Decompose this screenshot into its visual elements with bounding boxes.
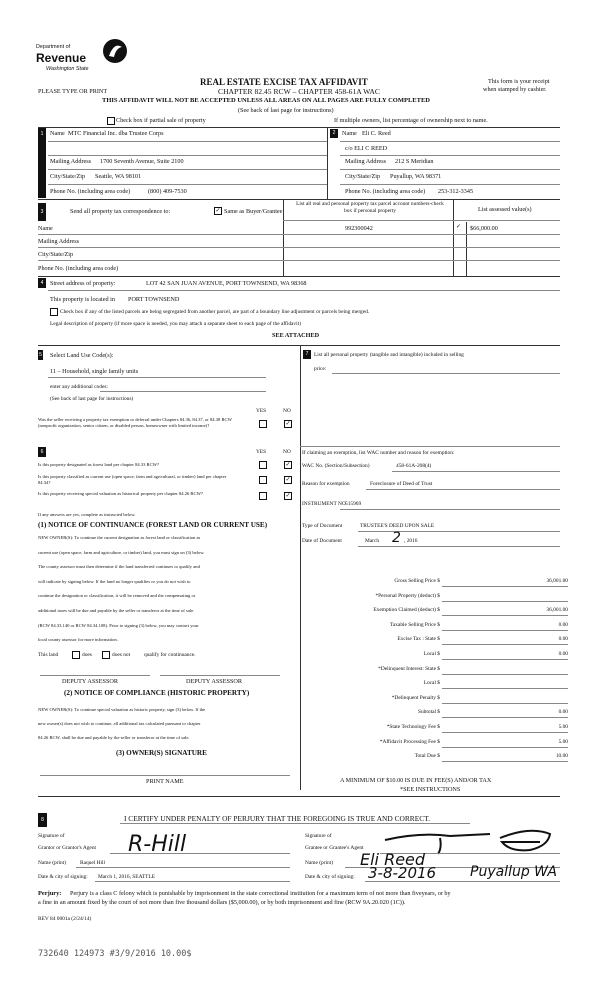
tax-row-label: Gross Selling Price $ — [394, 578, 440, 584]
owner-signature-title: (3) OWNER(S) SIGNATURE — [116, 749, 207, 757]
tax-row-line — [442, 732, 568, 733]
warning: THIS AFFIDAVIT WILL NOT BE ACCEPTED UNLESS ALL AREAS ON ALL PAGES ARE FULLY COMPLETED — [102, 97, 430, 104]
tax-row-label: Subtotal $ — [417, 709, 440, 716]
grantor-addr: 1700 Seventh Avenue, Suite 2100 — [100, 158, 184, 165]
see-attached: SEE ATTACHED — [272, 332, 320, 339]
forest-question: Is this property designated as forest land per chapter 84.33 RCW? — [38, 462, 160, 467]
compliance-line: NEW OWNER(S): To continue special valuation as historic property, sign (3) below. If the — [38, 707, 206, 712]
exemption-no-checkbox[interactable]: ✓ — [285, 421, 291, 427]
partial-sale-checkbox[interactable] — [107, 117, 115, 125]
grantor-signature: R-Hill — [128, 832, 187, 857]
does-label: does — [82, 652, 92, 658]
qualify-label: qualify for continuance. — [144, 652, 196, 658]
see-instructions: *SEE INSTRUCTIONS — [400, 786, 461, 793]
grantor-name-label: Name — [50, 130, 65, 137]
same-as-grantee-label: Same as Buyer/Grantee — [224, 208, 283, 215]
compliance-line: new owner(s) does not wish to continue, all additional tax calculated pursuant to chapter — [38, 721, 201, 726]
tax-row-line — [442, 586, 568, 587]
deputy-assessor-1: DEPUTY ASSESSOR — [62, 678, 118, 685]
sec6-no: NO — [283, 449, 291, 455]
instrument-label: INSTRUMENT NO — [302, 501, 346, 507]
does-not-label: does not — [112, 652, 131, 658]
partial-sale-label: Check box if partial sale of property — [116, 117, 206, 124]
doc-date-label: Date of Document — [302, 538, 342, 544]
grantor-sig-label-2: Grantor or Grantor's Agent — [38, 845, 97, 851]
logo-line2: Revenue — [36, 51, 87, 65]
current-use-no-checkbox[interactable]: ✓ — [285, 477, 291, 483]
tax-row-value: 36,001.00 — [546, 607, 568, 614]
grantee-date: 3-8-2016 — [368, 864, 437, 882]
deputy-assessor-2: DEPUTY ASSESSOR — [186, 678, 242, 685]
doc-type-label: Type of Document — [302, 523, 343, 529]
grantee-city: Puyallup, WA 98371 — [390, 173, 442, 180]
parcel-number: 992300042 — [345, 225, 373, 232]
grantor-phone-label: Phone No. (including area code) — [50, 188, 131, 195]
exemption-question: Was the seller receiving a property tax exemption or deferral under Chapters 84.36, 84.37, or 84.38 RCW (nonprofit organization, senior citizen, or disabled person, homeowner with limited income)? — [38, 417, 232, 428]
section-3-badge: 3 — [38, 203, 46, 221]
grantor-sig-label-1: Signature of — [38, 833, 65, 839]
segregated-parcel-checkbox[interactable] — [50, 308, 58, 316]
compliance-line: 84.26 RCW, shall be due and payable by the seller or transferor at the time of sale. — [38, 735, 190, 740]
form-subtitle: CHAPTER 82.45 RCW – CHAPTER 458-61A WAC — [218, 87, 380, 96]
tax-row-label: Total Due $ — [414, 753, 440, 760]
personal-property-check: ✓ — [456, 223, 462, 230]
street-label: Street address of property: — [50, 280, 116, 287]
revenue-emblem-icon — [102, 38, 128, 64]
tax-row-label: Excise Tax : State $ — [397, 636, 440, 643]
grantee-name-label: Name — [342, 130, 357, 137]
reason-value: Foreclosure of Deed of Trust — [370, 481, 433, 487]
tax-row-label: Local $ — [423, 680, 440, 687]
tax-row-label: Exemption Claimed (deduct) $ — [373, 607, 440, 614]
tax-row-value: 36,001.00 — [546, 578, 568, 584]
grantee-city-label: City/State/Zip — [345, 173, 381, 180]
doc-type: TRUSTEE'S DEED UPON SALE — [360, 523, 435, 529]
continuance-line: additional taxes will be due and payable by the seller or transferor at the time of sale. — [38, 608, 195, 613]
sec3-addr-label: Mailing Address — [38, 238, 80, 245]
land-does-checkbox[interactable] — [72, 651, 80, 659]
grantee-addr-label: Mailing Address — [345, 158, 387, 165]
grantor-city-label: City/State/Zip — [50, 173, 86, 180]
price-label: price: — [314, 366, 327, 372]
continuance-title: (1) NOTICE OF CONTINUANCE (FOREST LAND OR CURRENT USE) — [38, 521, 268, 529]
assessed-header: List assessed value(s) — [478, 206, 532, 213]
historic-no-checkbox[interactable]: ✓ — [285, 493, 291, 499]
tax-row-line — [442, 615, 568, 616]
tax-row-label: *Delinquent Interest: State $ — [378, 665, 440, 672]
tax-row-value: 0.00 — [558, 636, 568, 643]
grantor-name-print: Raquel Hill — [80, 860, 106, 866]
tax-row-line — [442, 630, 568, 631]
tax-row-value: 0.00 — [558, 621, 568, 628]
continuance-line: current use (open space, farm and agriculture, or timber) land, you must sign on (3) below. — [38, 549, 205, 555]
tax-row-line — [442, 703, 568, 704]
grantee-name-print: Eli Reed — [360, 850, 426, 869]
tax-row-value: 0.00 — [558, 709, 568, 716]
tax-row-value: 5.00 — [558, 724, 568, 730]
tax-row-line — [442, 717, 568, 718]
located-city: PORT TOWNSEND — [128, 296, 180, 303]
grantor-name-print-label: Name (print) — [38, 860, 66, 866]
historic-yes-checkbox[interactable] — [259, 492, 267, 500]
continuance-line: The county assessor must then determine if the land transferred continues to qualify and — [38, 564, 200, 570]
parcel-header: List all real and personal property tax parcel account numbers-check box if personal property — [296, 201, 444, 214]
grantor-name: MTC Financial Inc. dba Trustee Corps — [68, 130, 164, 137]
doc-date-day: 2 — [392, 530, 401, 546]
current-use-yes-checkbox[interactable] — [259, 476, 267, 484]
grantee-co: c/o ELI C REED — [345, 145, 388, 152]
tax-row-line — [442, 644, 568, 645]
continuance-line: (RCW 84.33.140 or RCW 84.34.108). Prior to signing (3) below, you may contact your — [38, 622, 199, 628]
tax-row-line — [442, 601, 568, 602]
personal-property-label: List all personal property (tangible and intangible) included in selling — [314, 352, 464, 358]
section-5-badge: 5 — [39, 352, 42, 358]
continuance-line: NEW OWNER(S): To continue the current designation as forest land or classification as — [38, 535, 201, 540]
grantee-city: Puyallup WA — [470, 864, 557, 880]
sec3-city-label: City/State/Zip — [38, 251, 74, 258]
doc-date-year: , 2016 — [404, 538, 418, 544]
sec3-name-label: Name — [38, 225, 53, 232]
reason-label: Reason for exemption — [302, 481, 350, 487]
form-number: REV 84 0001a (2/24/14) — [38, 916, 92, 922]
print-name-label: PRINT NAME — [146, 778, 184, 785]
sec5-see-back: (See back of last page for instructions) — [50, 396, 134, 402]
perjury-text-2: a fine in an amount fixed by the court of not more than five thousand dollars ($5,000.00), or by both imprisonment and fine (RCW 9A.20.020 (1C)). — [38, 899, 406, 906]
minimum-note: A MINIMUM OF $10.00 IS DUE IN FEE(S) AND/OR TAX — [340, 777, 492, 784]
tax-row-label: *State Technology Fee $ — [386, 724, 440, 730]
certify-statement: I CERTIFY UNDER PENALTY OF PERJURY THAT THE FOREGOING IS TRUE AND CORRECT. — [124, 814, 430, 823]
current-use-question: Is this property classified as current use (open space, farm and agricultural, or timber) land per chapter 84.34? — [38, 474, 227, 485]
instrument-number: 515969 — [345, 501, 362, 507]
multiple-owners-note: If multiple owners, list percentage of ownership next to name. — [334, 117, 488, 124]
grantee-name-print-label: Name (print) — [305, 860, 333, 866]
receipt-note-2: when stamped by cashier. — [483, 86, 547, 93]
send-correspondence-label: Send all property tax correspondence to: — [70, 208, 171, 215]
please-type: PLEASE TYPE OR PRINT — [38, 88, 108, 95]
claim-exemption-label: If claiming an exemption, list WAC number and reason for exemption: — [302, 450, 455, 456]
historic-question: Is this property receiving special valuation as historical property per chapter 84.26 RCW? — [38, 491, 203, 496]
assessed-value: $66,000.00 — [470, 225, 498, 232]
sec6-yes: YES — [256, 449, 267, 455]
receipt-note-1: This form is your receipt — [488, 78, 550, 85]
section-2-badge: 2 — [330, 129, 338, 138]
tax-row-value: 0.00 — [558, 651, 568, 657]
grantee-sig-label-1: Signature of — [305, 833, 332, 839]
section-4-badge: 4 — [38, 278, 46, 288]
if-yes-note: If any answers are yes, complete as instructed below. — [38, 512, 136, 517]
grantee-addr: 212 S Meridian — [395, 158, 434, 165]
sec5-no: NO — [283, 408, 291, 414]
perjury-lead: Perjury: — [38, 890, 62, 897]
section-7-badge: 7 — [303, 350, 311, 359]
tax-row-label: *Affidavit Processing Fee $ — [379, 738, 440, 745]
perjury-text-1: Perjury is a class C felony which is punishable by imprisonment in the state correctional institution for a maximum term of not more than fiveyears, or by — [70, 890, 451, 897]
form-title: REAL ESTATE EXCISE TAX AFFIDAVIT — [200, 77, 368, 87]
grantor-city: Seattle, WA 98101 — [95, 173, 142, 180]
wac-label: WAC No. (Section/Subsection) — [302, 463, 370, 469]
grantor-addr-label: Mailing Address — [50, 158, 92, 165]
see-back: (See back of last page for instructions) — [238, 107, 334, 114]
street-address: LOT 42 SAN JUAN AVENUE, PORT TOWNSEND, WA 98368 — [146, 280, 307, 287]
exemption-yes-checkbox[interactable] — [259, 420, 267, 428]
tax-row-label: *Personal Property (deduct) $ — [375, 592, 440, 599]
forest-yes-checkbox[interactable] — [259, 461, 267, 469]
continuance-line: will indicate by signing below. If the land no longer qualifies or you do not wish to — [38, 578, 191, 584]
tax-row-line — [442, 674, 568, 675]
grantor-date-label: Date & city of signing: — [38, 874, 88, 880]
forest-no-checkbox[interactable]: ✓ — [285, 462, 291, 468]
sec5-yes: YES — [256, 408, 267, 414]
logo-line3: Washington State — [46, 66, 89, 72]
tax-row-value: 10.00 — [555, 753, 568, 760]
tax-row-line — [442, 747, 568, 748]
grantee-phone-label: Phone No. (including area code) — [345, 188, 426, 195]
grantee-sig-label-2: Grantee or Grantee's Agent — [305, 845, 364, 851]
grantee-phone: 253-312-3345 — [438, 188, 474, 195]
logo-line1: Department of — [36, 44, 71, 50]
additional-codes: enter any additional codes: — [50, 384, 108, 390]
tax-row-line — [442, 659, 568, 660]
continuance-line: local county assessor for more information. — [38, 637, 118, 643]
section-8-badge: 8 — [38, 813, 47, 827]
section-6-badge: 6 — [38, 447, 46, 457]
grantor-phone: (800) 409-7530 — [148, 188, 187, 195]
compliance-title: (2) NOTICE OF COMPLIANCE (HISTORIC PROPERTY) — [64, 689, 250, 697]
parcels-note: Check box if any of the listed parcels are being segregated from another parcel, are part of a boundary line adjustment or parcels being merged. — [60, 309, 370, 315]
wac-number: 458-61A-208(4) — [396, 463, 432, 469]
same-as-grantee-checkbox[interactable]: ✓ — [215, 208, 221, 214]
tax-row-value: 5.00 — [558, 738, 568, 745]
tax-row-line — [442, 761, 568, 762]
land-does-not-checkbox[interactable] — [102, 651, 110, 659]
tax-row-label: Taxable Selling Price $ — [389, 621, 440, 628]
tax-row-label: Local $ — [423, 651, 440, 657]
land-use-code: 11 – Household, single family units — [50, 368, 139, 375]
located-label: This property is located in — [50, 296, 115, 303]
cashier-stamp: 732640 124973 #3/9/2016 10.00$ — [38, 949, 192, 959]
section-1-badge: 1 — [38, 128, 46, 198]
sec3-phone-label: Phone No. (including area code) — [38, 265, 119, 272]
tax-row-line — [442, 688, 568, 689]
land-use-label: Select Land Use Code(s): — [50, 352, 114, 359]
revenue-logo — [36, 36, 136, 76]
continuance-line: continue the designation or classification, it will be removed and the compensating or — [38, 593, 196, 599]
tax-row-label: *Delinquent Penalty $ — [391, 694, 440, 701]
this-land-label: This land — [38, 652, 59, 658]
doc-date-month: March — [365, 538, 380, 544]
grantee-name: Eli C. Reed — [362, 130, 391, 137]
grantor-date: March 1, 2016, SEATTLE — [98, 874, 156, 880]
legal-label: Legal description of property (if more space is needed, you may attach a separate sheet to each page of the affidavit) — [50, 321, 301, 327]
grantee-date-label: Date & city of signing: — [305, 874, 355, 880]
